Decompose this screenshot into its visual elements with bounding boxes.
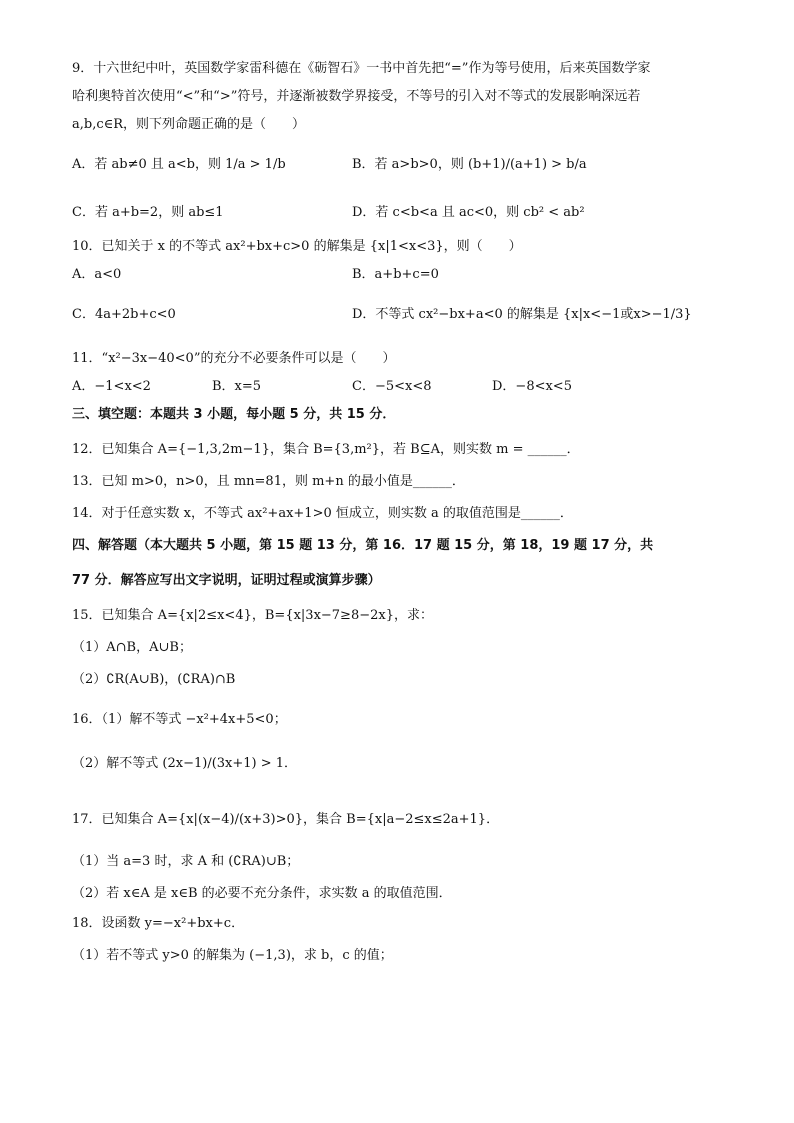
section-3-heading: 三、填空题：本题共 3 小题，每小题 5 分，共 15 分． [72, 407, 396, 422]
question-13: 13．已知 m>0，n>0，且 mn=81，则 m+n 的最小值是______． [72, 474, 465, 489]
q15-part-1: （1）A∩B，A∪B； [72, 640, 192, 655]
q9-option-d: D．若 c<b<a 且 ac<0，则 cb² < ab² [352, 205, 585, 220]
question-18 [72, 913, 722, 967]
q9-option-b: B．若 a>b>0，则 (b+1)/(a+1) > b/a [352, 157, 587, 172]
q9-stem-line-2: 哈利奥特首次使用“<”和“>”符号，并逐渐被数学界接受，不等号的引入对不等式的发展影响深远若 [72, 89, 641, 104]
section-4-heading [72, 535, 722, 592]
q11-option-c: C．−5<x<8 [352, 379, 432, 394]
q10-option-b: B．a+b+c=0 [352, 267, 439, 282]
q17-part-1: （1）当 a=3 时，求 A 和 (∁RA)∪B； [72, 854, 300, 869]
q9-option-a: A．若 ab≠0 且 a<b，则 1/a > 1/b [72, 157, 286, 172]
question-11 [72, 348, 722, 398]
q15-stem: 15．已知集合 A={x|2≤x<4}，B={x|3x−7≥8−2x}，求： [72, 608, 433, 623]
question-15 [72, 605, 722, 691]
question-9 [72, 58, 722, 224]
q17-part-2: （2）若 x∈A 是 x∈B 的必要不充分条件，求实数 a 的取值范围． [72, 886, 452, 901]
question-10 [72, 236, 722, 326]
q18-stem: 18．设函数 y=−x²+bx+c． [72, 916, 245, 931]
exam-page [72, 58, 722, 967]
section-4-heading-line-2: 77 分．解答应写出文字说明，证明过程或演算步骤） [72, 573, 381, 588]
q11-option-a: A．−1<x<2 [72, 379, 151, 394]
q9-stem-line-3: a,b,c∈R，则下列命题正确的是（ ） [72, 117, 306, 132]
question-12: 12．已知集合 A={−1,3,2m−1}，集合 B={3,m²}，若 B⊆A，则实数 m = ______． [72, 442, 580, 457]
q11-stem: 11．“x²−3x−40<0”的充分不必要条件可以是（ ） [72, 351, 396, 366]
q10-option-c: C．4a+2b+c<0 [72, 307, 176, 322]
q16-part-2: （2）解不等式 (2x−1)/(3x+1) > 1． [72, 756, 298, 771]
q17-stem: 17．已知集合 A={x|(x−4)/(x+3)>0}，集合 B={x|a−2≤x≤2a+1}． [72, 812, 500, 827]
q11-option-b: B．x=5 [212, 379, 262, 394]
q15-part-2: （2）∁R(A∪B)，(∁RA)∩B [72, 672, 236, 687]
section-4-heading-line-1: 四、解答题（本大题共 5 小题，第 15 题 13 分，第 16．17 题 15 分，第 18，19 题 17 分，共 [72, 538, 654, 553]
question-16 [72, 709, 722, 775]
q10-option-d: D．不等式 cx²−bx+a<0 的解集是 {x|x<−1或x>−1/3} [352, 307, 692, 322]
q16-part-1: 16．（1）解不等式 −x²+4x+5<0； [72, 712, 287, 727]
q10-stem: 10．已知关于 x 的不等式 ax²+bx+c>0 的解集是 {x|1<x<3}，则（ ） [72, 239, 522, 254]
q10-option-a: A．a<0 [72, 267, 122, 282]
q18-part-1: （1）若不等式 y>0 的解集为 (−1,3)，求 b，c 的值； [72, 948, 393, 963]
q9-stem-line-1: 9．十六世纪中叶，英国数学家雷科德在《砺智石》一书中首先把“=”作为等号使用，后来英国数学家 [72, 61, 651, 76]
question-14: 14．对于任意实数 x，不等式 ax²+ax+1>0 恒成立，则实数 a 的取值范围是______． [72, 506, 573, 521]
question-17 [72, 809, 722, 905]
q11-option-d: D．−8<x<5 [492, 379, 572, 394]
q9-option-c: C．若 a+b=2，则 ab≤1 [72, 205, 224, 220]
